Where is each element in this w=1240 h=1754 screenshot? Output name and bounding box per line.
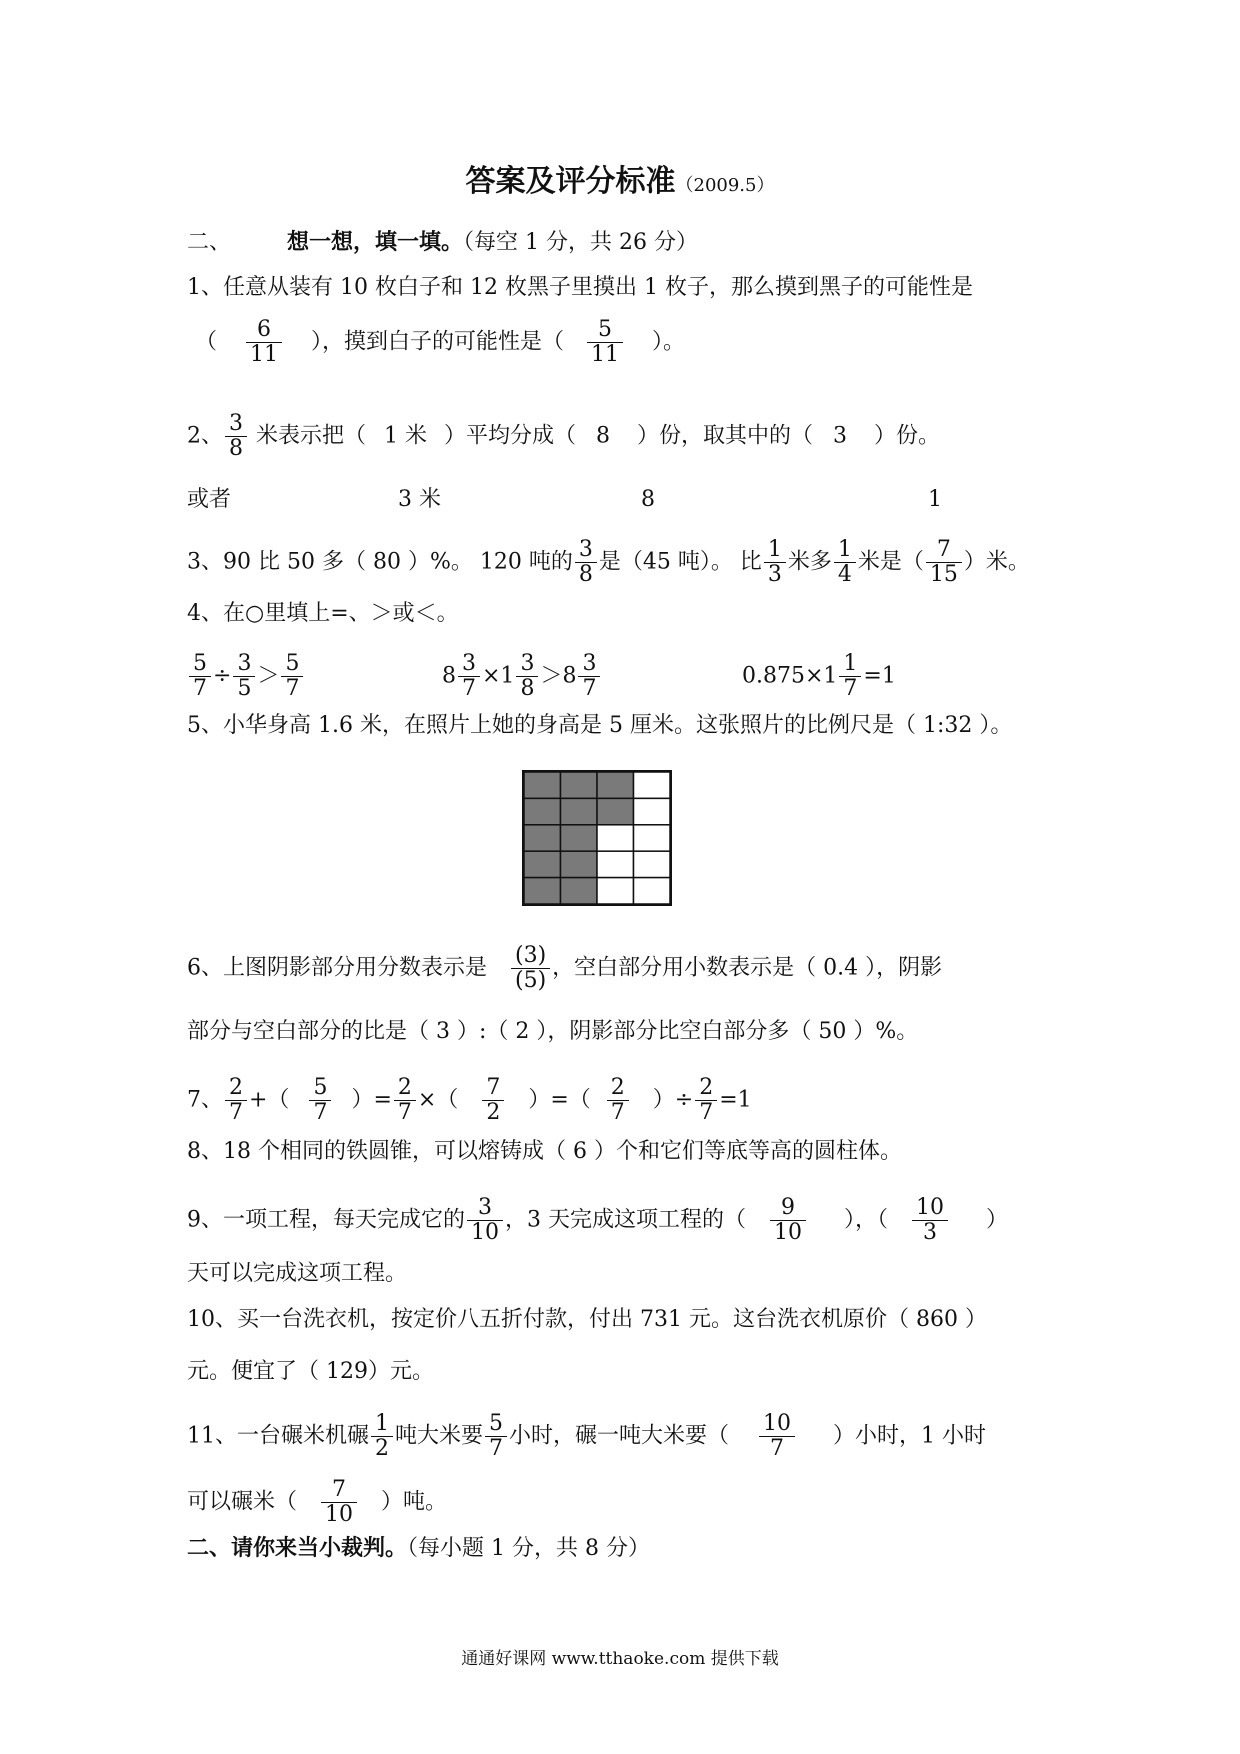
question-6-line-2: 部分与空白部分的比是（ 3 ）:（ 2 ），阴影部分比空白部分多（ 50 ）%。 bbox=[187, 1019, 919, 1044]
grid-cell-blank bbox=[597, 878, 634, 904]
grid-cell-shaded bbox=[524, 825, 561, 851]
question-2-alt-2: 8 bbox=[641, 487, 655, 512]
grid-svg bbox=[524, 772, 670, 904]
section-1-heading: 二、 想一想，填一填。（每空 1 分，共 26 分） bbox=[187, 229, 698, 255]
grid-cell-blank bbox=[634, 772, 671, 798]
grid-cell-blank bbox=[597, 851, 634, 877]
question-4-expr-2: 8 $\frac{3}{7}$ ×1 $\frac{3}{8}$ ＞8 $\frac{3}{7}$ bbox=[442, 652, 602, 701]
grid-cell-shaded bbox=[561, 772, 598, 798]
grid-cell-shaded bbox=[561, 851, 598, 877]
section-2-heading: 二、请你来当小裁判。（每小题 1 分，共 8 分） bbox=[187, 1535, 650, 1561]
answer-fraction: $\frac{7}{2}$ bbox=[482, 1076, 504, 1125]
grid-cell-shaded bbox=[561, 878, 598, 904]
grid-cell-shaded bbox=[524, 772, 561, 798]
question-2-alt-label: 或者 bbox=[187, 487, 232, 512]
grid-cell-blank bbox=[597, 825, 634, 851]
grid-cell-shaded bbox=[597, 772, 634, 798]
question-6-line-1: 6、上图阴影部分用分数表示是 $\frac{(3)}{(5)}$ ，空白部分用小数表示是（ 0.4 ），阴影 bbox=[187, 943, 943, 993]
question-1-line-2: （ $\frac{6}{11}$ ），摸到白子的可能性是（ $\frac{5}{11}$ ）。 bbox=[195, 317, 686, 367]
question-9-line-2: 天可以完成这项工程。 bbox=[187, 1261, 408, 1286]
question-4-expr-1: $\frac{5}{7}$ ÷ $\frac{3}{5}$ ＞ $\frac{5}{7}$ bbox=[187, 652, 305, 701]
grid-cell-blank bbox=[634, 825, 671, 851]
answer-fraction: $\frac{7}{15}$ bbox=[926, 538, 962, 587]
grid-cell-blank bbox=[634, 798, 671, 824]
answer-fraction: $\frac{9}{10}$ bbox=[770, 1196, 806, 1245]
question-3: 3、90 比 50 多（ 80 ）%。 120 吨的 $\frac{3}{8}$ 是（45 吨）。 比 $\frac{1}{3}$ 米多 $\frac{1}{4}$ 米是（ $\frac{7}{15}$ ）米。 bbox=[187, 537, 1030, 587]
page-footer: 通通好课网 www.tthaoke.com 提供下载 bbox=[461, 1649, 779, 1669]
grid-cell-blank bbox=[634, 851, 671, 877]
page-title: 答案及评分标准（2009.5） bbox=[465, 164, 775, 199]
shaded-grid-figure bbox=[522, 770, 672, 906]
answer-fraction: $\frac{5}{7}$ bbox=[309, 1076, 331, 1125]
question-1-line-1: 1、任意从装有 10 枚白子和 12 枚黑子里摸出 1 枚子，那么摸到黑子的可能性是 bbox=[187, 275, 973, 300]
question-11-line-1: 11、一台碾米机碾 $\frac{1}{2}$ 吨大米要 $\frac{5}{7}$ 小时，碾一吨大米要（ $\frac{10}{7}$ ）小时，1 小时 bbox=[187, 1411, 987, 1461]
answer-fraction: $\frac{6}{11}$ bbox=[246, 318, 282, 367]
answer-fraction: $\frac{5}{11}$ bbox=[587, 318, 623, 367]
question-9-line-1: 9、一项工程，每天完成它的 $\frac{3}{10}$ ，3 天完成这项工程的（ $\frac{9}{10}$ ），（ $\frac{10}{3}$ ） bbox=[187, 1195, 1009, 1245]
grid-cell-shaded bbox=[597, 798, 634, 824]
grid-cell-shaded bbox=[561, 798, 598, 824]
question-11-line-2: 可以碾米（ $\frac{7}{10}$ ）吨。 bbox=[187, 1477, 448, 1527]
answer-fraction: $\frac{(3)}{(5)}$ bbox=[511, 944, 550, 993]
grid-cell-shaded bbox=[524, 878, 561, 904]
question-10-line-2: 元。便宜了（ 129）元。 bbox=[187, 1359, 434, 1384]
grid-cell-shaded bbox=[524, 798, 561, 824]
grid-cell-shaded bbox=[524, 851, 561, 877]
answer-fraction: $\frac{2}{7}$ bbox=[607, 1076, 629, 1125]
grid-cell-shaded bbox=[561, 825, 598, 851]
answer-fraction: $\frac{10}{3}$ bbox=[912, 1196, 948, 1245]
question-4: 4、在○里填上=、＞或＜。 bbox=[187, 601, 459, 626]
answer-fraction: $\frac{10}{7}$ bbox=[759, 1412, 795, 1461]
question-7: 7、 $\frac{2}{7}$ +（ $\frac{5}{7}$ ）= $\frac{2}{7}$ ×（ $\frac{7}{2}$ ）=（ $\frac{2}{7}$ ）÷ $\frac{2}{7}$ =1 bbox=[187, 1075, 752, 1125]
question-4-expr-3: 0.875×1 $\frac{1}{7}$ =1 bbox=[742, 651, 896, 701]
grid-cell-blank bbox=[634, 878, 671, 904]
question-8: 8、18 个相同的铁圆锥，可以熔铸成（ 6 ）个和它们等底等高的圆柱体。 bbox=[187, 1139, 902, 1164]
question-2-alt-3: 1 bbox=[928, 487, 942, 512]
question-5: 5、小华身高 1.6 米，在照片上她的身高是 5 厘米。这张照片的比例尺是（ 1:32 ）。 bbox=[187, 713, 1013, 738]
answer-fraction: $\frac{7}{10}$ bbox=[321, 1478, 357, 1527]
question-10-line-1: 10、买一台洗衣机，按定价八五折付款，付出 731 元。这台洗衣机原价（ 860 ） bbox=[187, 1307, 987, 1332]
question-2: 2、 $\frac{3}{8}$ 米表示把（ 1 米 ）平均分成（ 8 ）份，取其中的（ 3 ）份。 bbox=[187, 411, 941, 461]
title-date: （2009.5） bbox=[675, 175, 775, 196]
question-2-alt-1: 3 米 bbox=[398, 487, 441, 512]
